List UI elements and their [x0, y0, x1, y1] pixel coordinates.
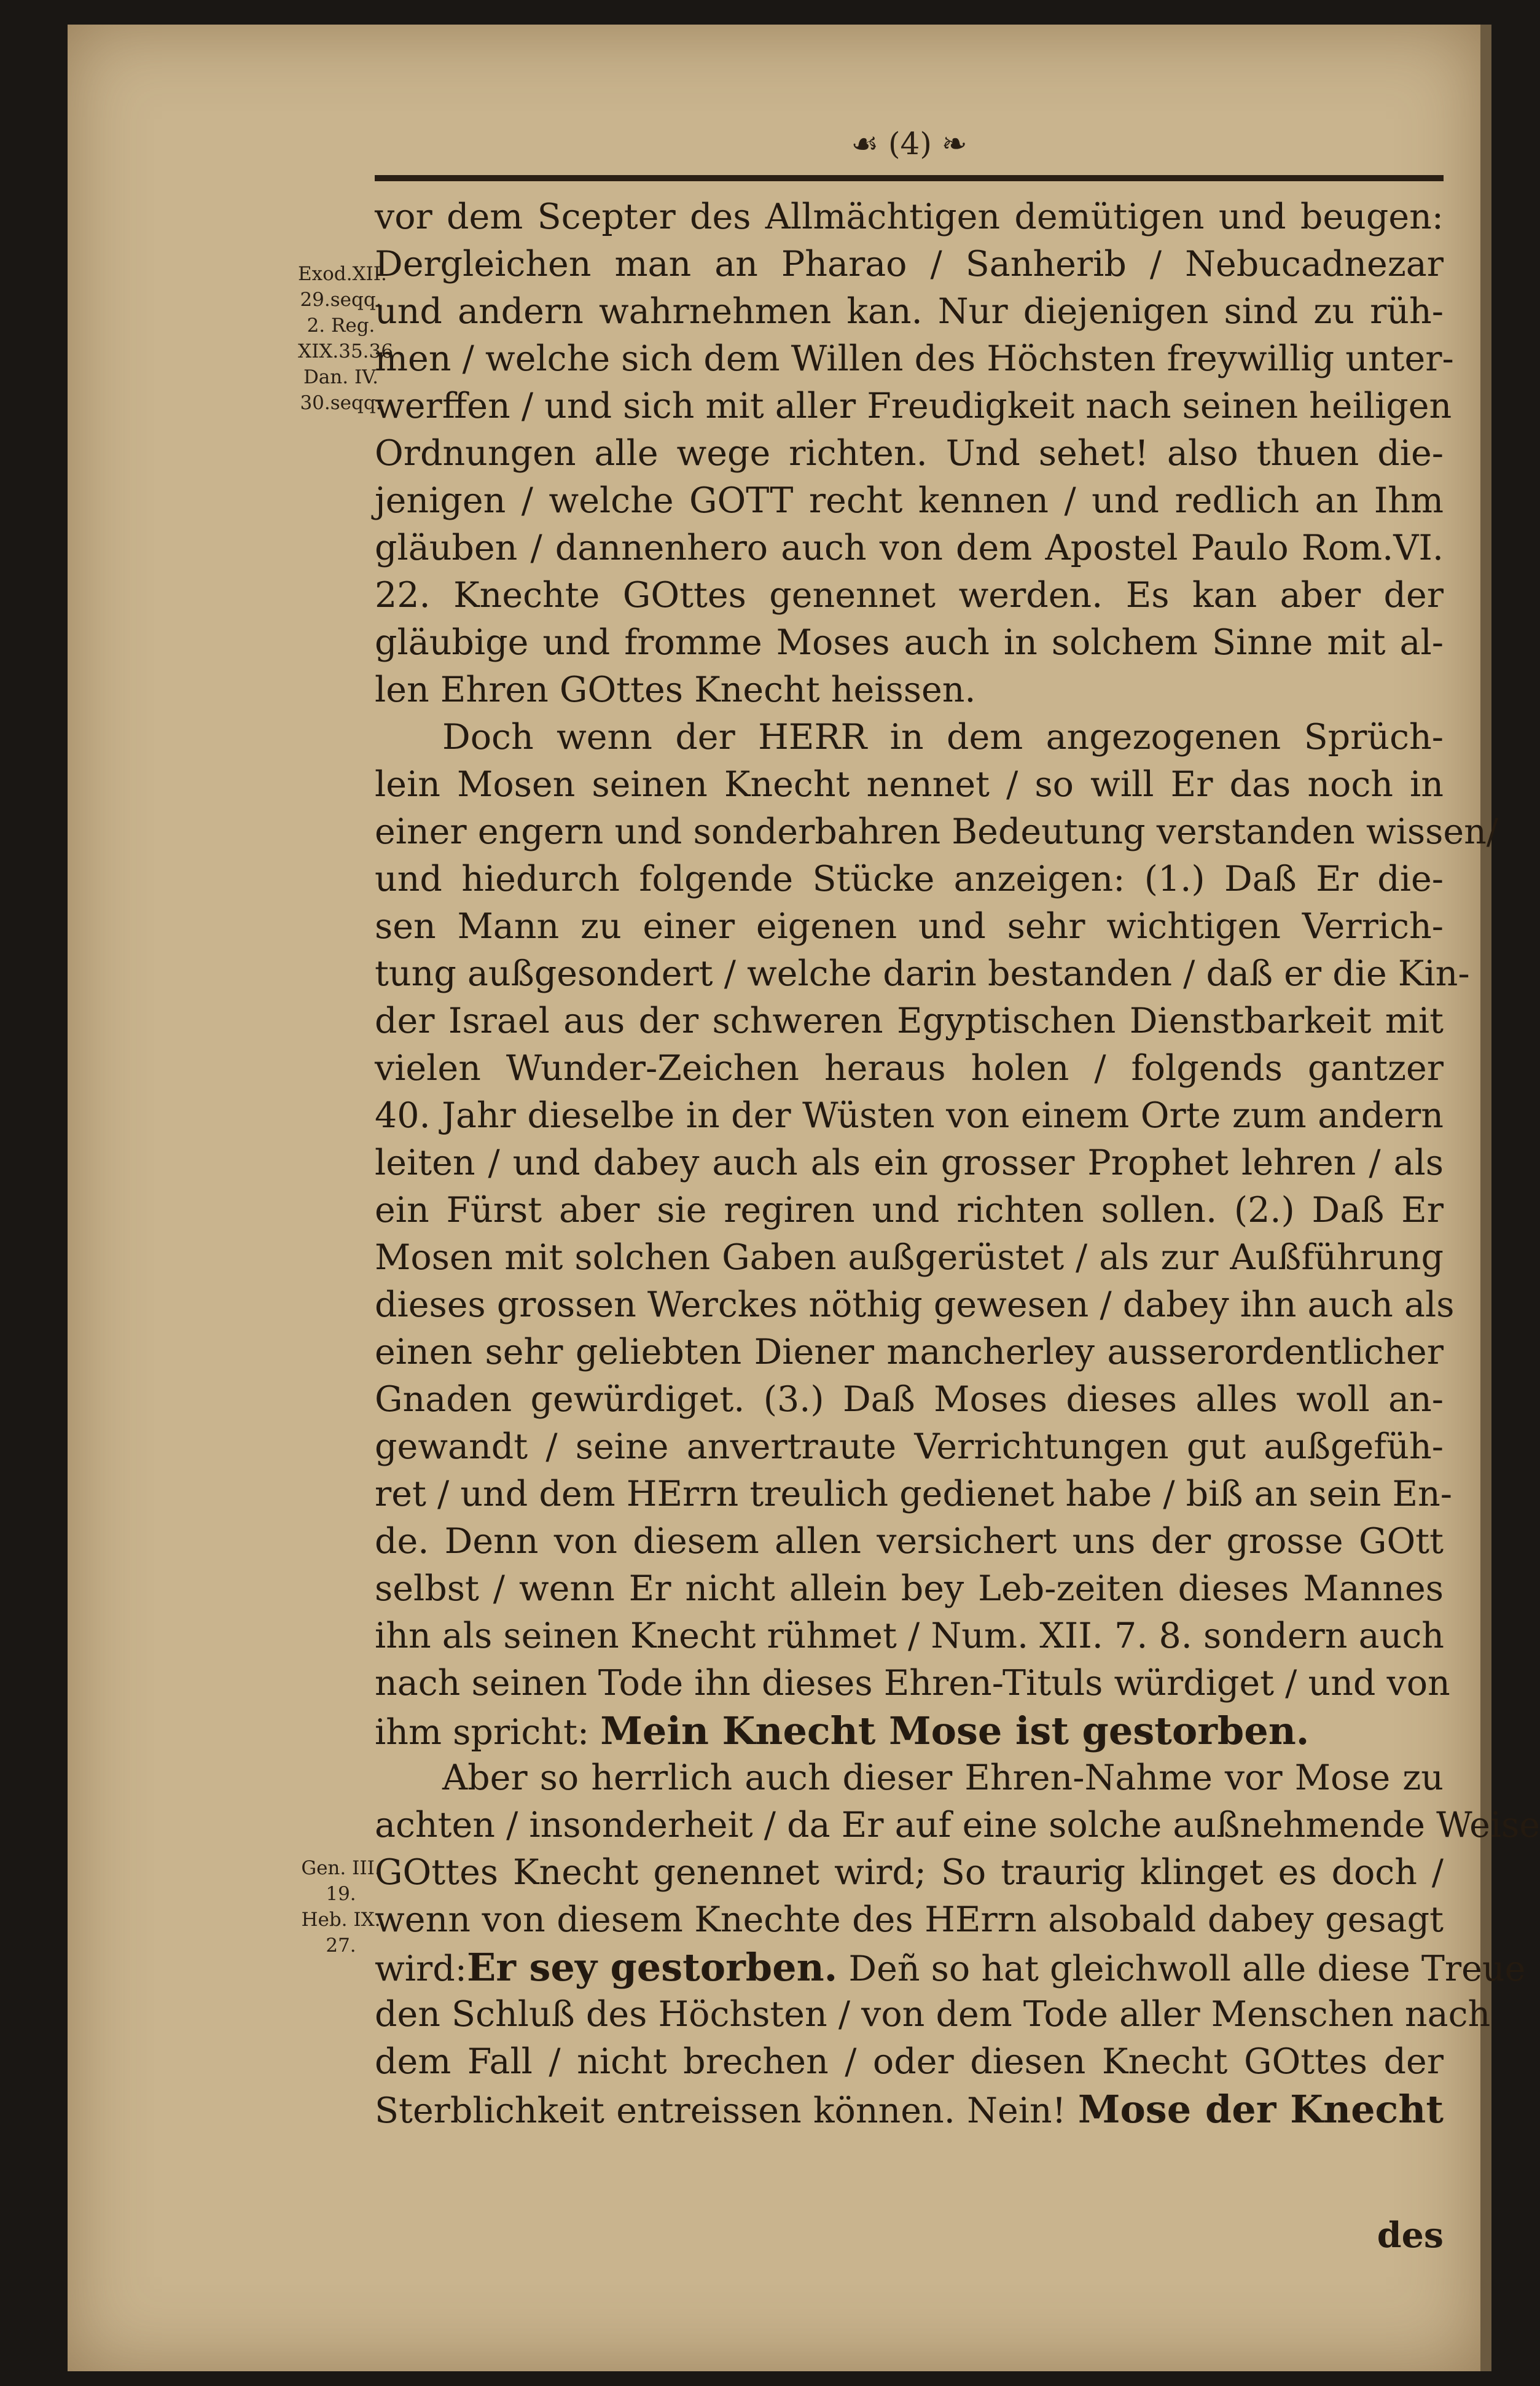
text-fragment: wird:: [375, 1949, 467, 1989]
margin-note: Heb. IX.: [301, 1909, 381, 1931]
text-line: de. Denn von diesem allen versichert uns der grosse GOtt: [375, 1521, 1444, 1562]
margin-note: 2. Reg.: [307, 315, 375, 337]
text-line: [375, 1944, 1526, 1991]
text-line: vor dem Scepter des Allmächtigen demütigen und beugen:: [375, 197, 1444, 237]
text-line: gläuben / dannenhero auch von dem Apostel Paulo Rom.VI.: [375, 528, 1444, 568]
text-line: dem Fall / nicht brechen / oder diesen Knecht GOttes der: [375, 2041, 1444, 2082]
text-line: men / welche sich dem Willen des Höchsten freywillig unter-: [375, 338, 1454, 379]
text-line: lein Mosen seinen Knecht nennet / so will Er das noch in: [375, 764, 1444, 805]
text-line: vielen Wunder-Zeichen heraus holen / folgends gantzer: [375, 1048, 1444, 1089]
text-line: leiten / und dabey auch als ein grosser Prophet lehren / als: [375, 1143, 1444, 1183]
margin-note: XIX.35.36: [298, 340, 393, 362]
text-line: len Ehren GOttes Knecht heissen.: [375, 670, 976, 710]
text-line: ein Fürst aber sie regiren und richten sollen. (2.) Daß Er: [375, 1190, 1444, 1230]
text-line: 40. Jahr dieselbe in der Wüsten von einem Orte zum andern: [375, 1095, 1444, 1136]
text-line: dieses grossen Werckes nöthig gewesen / dabey ihn auch als: [375, 1285, 1455, 1325]
paragraph-start-line: Aber so herrlich auch dieser Ehren-Nahme vor Mose zu: [442, 1758, 1444, 1798]
text-line: selbst / wenn Er nicht allein bey Leb-zeiten dieses Mannes: [375, 1568, 1444, 1609]
margin-note: Dan. IV.: [303, 366, 379, 388]
margin-note: Gen. III.: [301, 1857, 381, 1879]
text-line: den Schluß des Höchsten / von dem Tode aller Menschen nach: [375, 1994, 1491, 2035]
margin-note: 30.seqq.: [300, 392, 382, 414]
emphasized-quote: Mose der Knecht: [1077, 2087, 1444, 2132]
book-page: [68, 25, 1540, 2371]
text-line: gewandt / seine anvertraute Verrichtungen gut außgefüh-: [375, 1426, 1444, 1467]
margin-note: Exod.XII.: [298, 263, 387, 285]
text-fragment: Sterblichkeit entreissen können. Nein!: [375, 2091, 1066, 2131]
text-line: wenn von diesem Knechte des HErrn alsobald dabey gesagt: [375, 1899, 1444, 1940]
text-line: Mosen mit solchen Gaben außgerüstet / als zur Außführung: [375, 1237, 1444, 1278]
text-line: [375, 2086, 1444, 2133]
text-line: [375, 1707, 1444, 1754]
text-line: der Israel aus der schweren Egyptischen Dienstbarkeit mit: [375, 1001, 1444, 1041]
margin-notes-top: [298, 261, 393, 416]
text-line: werffen / und sich mit aller Freudigkeit nach seinen heiligen: [375, 386, 1452, 426]
emphasized-quote: Er sey gestorben.: [466, 1945, 838, 1990]
text-line: ret / und dem HErrn treulich gedienet habe / biß an sein En-: [375, 1474, 1453, 1514]
text-line: einen sehr geliebten Diener mancherley ausserordentlicher: [375, 1332, 1444, 1372]
text-line: ihn als seinen Knecht rühmet / Num. XII. 7. 8. sondern auch: [375, 1616, 1444, 1656]
text-fragment: Deñ so hat gleichwoll alle diese Treue: [848, 1949, 1526, 1989]
text-line: und andern wahrnehmen kan. Nur diejenigen sind zu rüh-: [375, 291, 1444, 332]
text-line: Ordnungen alle wege richten. Und sehet! also thuen die-: [375, 433, 1444, 474]
text-fragment: ihm spricht:: [375, 1712, 590, 1753]
margin-note: 27.: [326, 1934, 356, 1957]
catchword: des: [1377, 2215, 1444, 2256]
text-line: nach seinen Tode ihn dieses Ehren-Tituls würdiget / und von: [375, 1663, 1450, 1703]
page-number: ☙ (4) ❧: [851, 126, 967, 162]
text-line: einer engern und sonderbahren Bedeutung verstanden wissen/: [375, 812, 1499, 852]
margin-note: 29.seqq.: [300, 289, 382, 311]
text-line: jenigen / welche GOTT recht kennen / und redlich an Ihm: [375, 480, 1444, 521]
text-line: sen Mann zu einer eigenen und sehr wichtigen Verrich-: [375, 906, 1444, 947]
margin-note: 19.: [326, 1883, 356, 1905]
text-line: und hiedurch folgende Stücke anzeigen: (1.) Daß Er die-: [375, 859, 1444, 899]
text-line: GOttes Knecht genennet wird; So traurig klinget es doch /: [375, 1852, 1444, 1893]
body-text: [375, 194, 1540, 2133]
text-line: tung außgesondert / welche darin bestanden / daß er die Kin-: [375, 953, 1470, 994]
margin-notes-bottom: [301, 1855, 381, 1958]
text-line: gläubige und fromme Moses auch in solchem Sinne mit al-: [375, 622, 1444, 663]
paragraph-start-line: Doch wenn der HERR in dem angezogenen Sprüch-: [442, 717, 1444, 757]
emphasized-quote: Mein Knecht Mose ist gestorben.: [600, 1708, 1310, 1753]
text-line: Dergleichen man an Pharao / Sanherib / Nebucadnezar: [375, 244, 1444, 284]
text-line: 22. Knechte GOttes genennet werden. Es kan aber der: [375, 575, 1444, 616]
header-rule: [375, 175, 1444, 181]
text-line: Gnaden gewürdiget. (3.) Daß Moses dieses alles woll an-: [375, 1379, 1444, 1420]
text-line: achten / insonderheit / da Er auf eine solche außnehmende Weise: [375, 1805, 1540, 1845]
